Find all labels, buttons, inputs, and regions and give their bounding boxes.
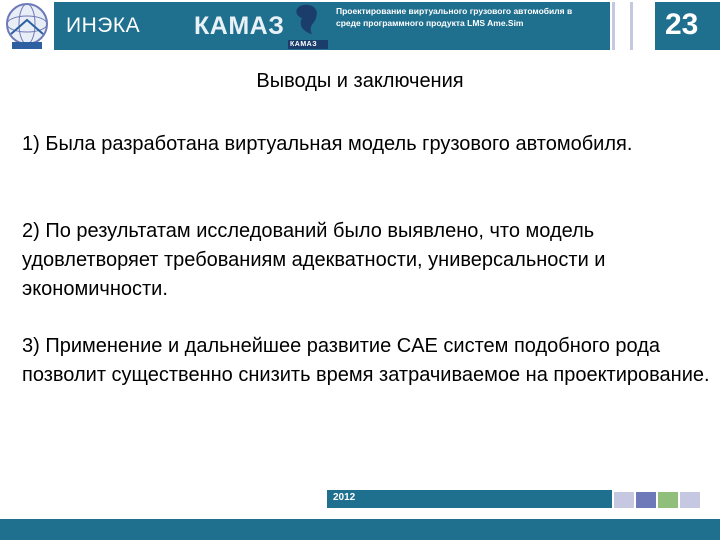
ineka-logo [0, 0, 54, 52]
brand-name: КАМАЗ [194, 12, 285, 40]
slide-number-block [655, 2, 720, 50]
project-title-block [330, 2, 610, 50]
footer-bar [0, 519, 720, 540]
footer-year-box [327, 490, 612, 508]
decor-square [614, 492, 634, 508]
decor-square [636, 492, 656, 508]
kamaz-emblem-text: КАМАЗ [290, 41, 318, 48]
slide-header [0, 0, 720, 52]
header-divider [612, 2, 615, 50]
conclusion-2: 2) По результатам исследований было выявлено, что модель удовлетворяет требованиям адекватности, универсальности и экономичности. [22, 220, 606, 300]
footer-year: 2012 [333, 492, 356, 503]
conclusion-1: 1) Была разработана виртуальная модель грузового автомобиля. [22, 133, 633, 155]
kamaz-horse-logo [286, 0, 330, 52]
org-name: ИНЭКА [66, 14, 141, 37]
slide-number: 23 [665, 8, 699, 41]
header-divider [630, 2, 633, 50]
project-title: Проектирование виртуального грузового автомобиля в среде программного продукта LMS Ame.Sim [336, 6, 573, 28]
decor-square [658, 492, 678, 508]
slide-title: Выводы и заключения [256, 70, 464, 92]
conclusion-3: 3) Применение и дальнейшее развитие CAE систем подобного рода позволит существенно снизить время затрачиваемое на проектирование. [22, 335, 710, 386]
decor-square [680, 492, 700, 508]
